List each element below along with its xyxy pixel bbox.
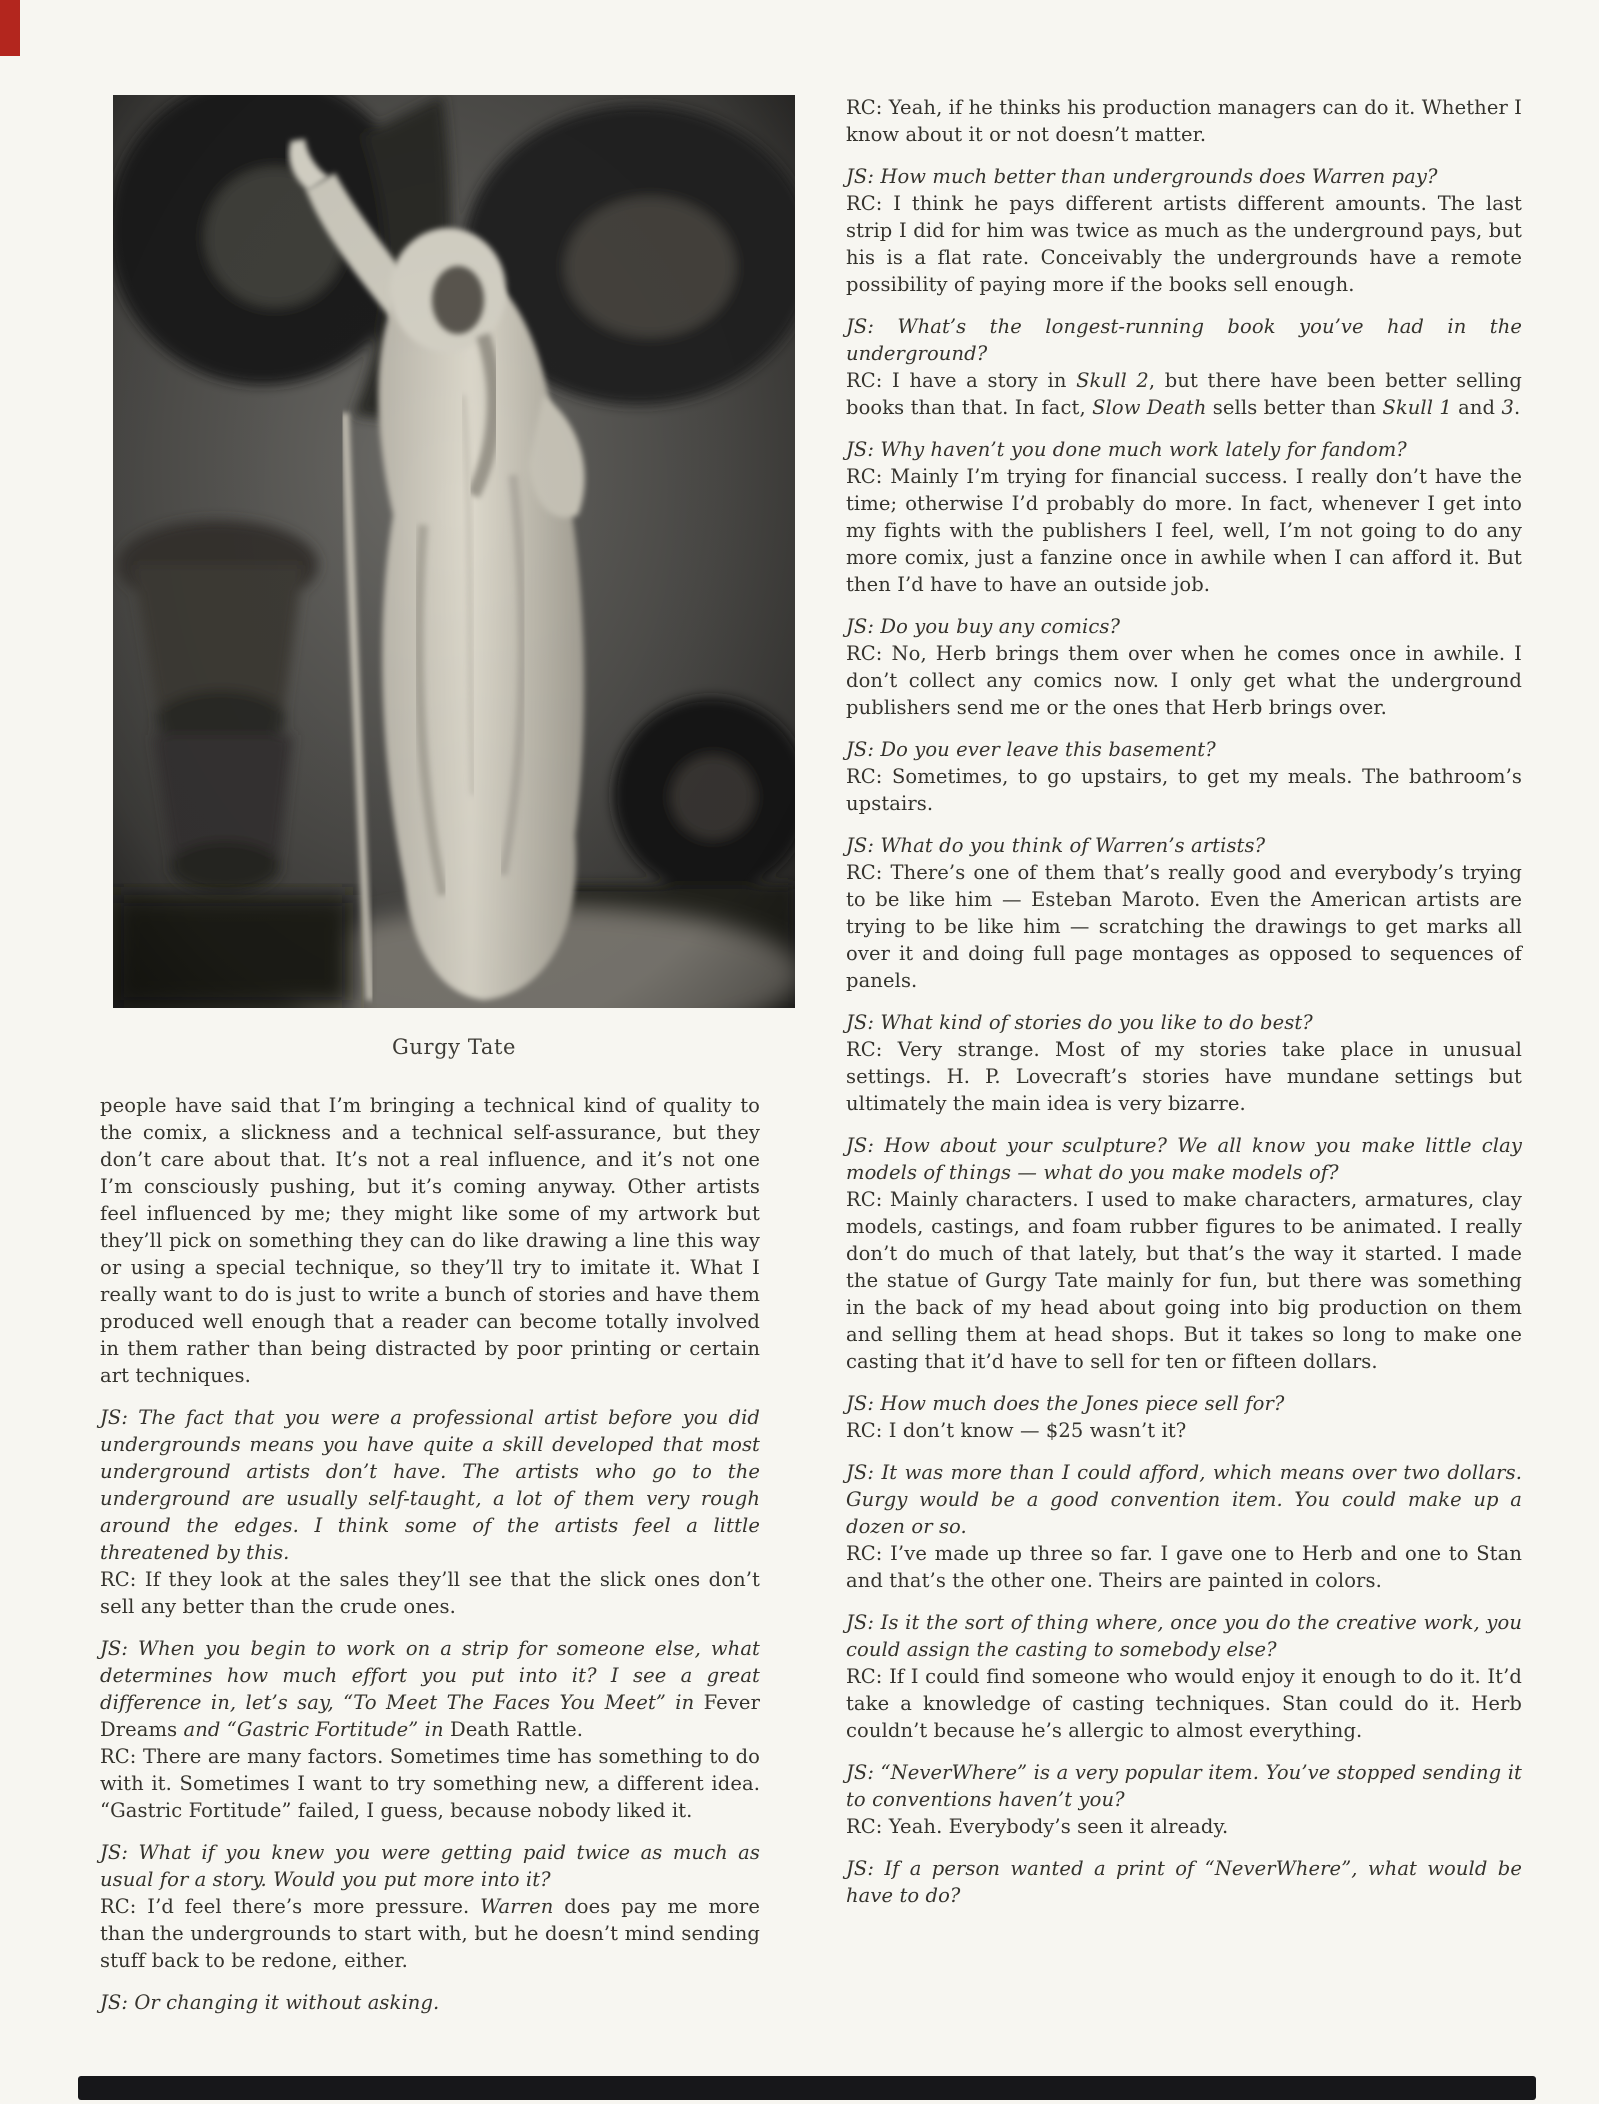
text-run: JS: What if you knew you were getting paid twice as much as usual for a story. Would you put more into it? [100,1841,760,1891]
text-run: JS: “NeverWhere” is a very popular item. You’ve stopped sending it to conventions haven’t you? [846,1761,1522,1811]
text-run: RC: Very strange. Most of my stories take place in unusual settings. H. P. Lovecraft’s stories have mundane settings but ultimately the main idea is very bizarre. [846,1038,1522,1115]
interview-question [100,1404,760,1566]
right-text-column [846,94,1522,1909]
text-run: JS: How much better than undergrounds does Warren pay? [846,165,1438,188]
text-run: JS: If a person wanted a print of “NeverWhere”, what would be have to do? [846,1857,1522,1907]
text-run: JS: The fact that you were a professional artist before you did undergrounds means you have quite a skill developed that most underground artists don’t have. The artists who go to the underground are usually self-taught, a lot of them very rough around the edges. I think some of the artists feel a little threatened by this. [100,1406,760,1564]
interview-answer [100,1743,760,1824]
text-run: RC: Sometimes, to go upstairs, to get my meals. The bathroom’s upstairs. [846,765,1522,815]
text-run: JS: It was more than I could afford, which means over two dollars. Gurgy would be a good convention item. You could make up a dozen or so. [846,1461,1522,1538]
interview-answer [846,367,1522,421]
interview-question [846,832,1522,859]
text-run: Skull 2 [1076,369,1149,392]
corner-scan-mark [0,0,20,56]
text-run: . [1513,396,1521,419]
interview-question [846,1609,1522,1663]
text-run: Warren [480,1895,554,1918]
text-run: RC: If I could find someone who would enjoy it enough to do it. It’d take a knowledge of casting techniques. Stan could do it. Herb couldn’t because he’s allergic to almost everything. [846,1665,1522,1742]
interview-answer [846,859,1522,994]
interview-question [846,1759,1522,1813]
left-text-column [100,1092,760,2016]
text-run: RC: There’s one of them that’s really good and everybody’s trying to be like him — Esteban Maroto. Even the American artists are trying to be like him — scratching the drawings to get marks all over it and doing full page montages as opposed to sequences of panels. [846,861,1522,992]
interview-question [846,313,1522,367]
text-run: RC: If they look at the sales they’ll see that the slick ones don’t sell any better than the crude ones. [100,1568,760,1618]
text-run: JS: What do you think of Warren’s artists? [846,834,1266,857]
sculpture-photo-image [113,95,795,1008]
photo-caption: Gurgy Tate [391,1035,517,1059]
text-run: does pay me more than the undergrounds to start with, but he doesn’t mind sending stuff back to be redone, either. [100,1895,760,1972]
interview-answer [846,763,1522,817]
interview-question [846,613,1522,640]
text-run: JS: What’s the longest-running book you’ve had in the underground? [846,315,1522,365]
photograph [113,95,795,1008]
interview-answer [846,1036,1522,1117]
interview-answer [846,1417,1522,1444]
interview-answer [100,1893,760,1974]
interview-answer [100,1092,760,1389]
interview-question [846,1009,1522,1036]
interview-question [100,1635,760,1743]
interview-answer [846,640,1522,721]
text-run: and [1451,396,1502,419]
text-run: people have said that I’m bringing a technical kind of quality to the comix, a slickness and a technical self-assurance, but they don’t care about that. It’s not a real influence, and it’s not one I’m consciously pushing, but it’s coming anyway. Other artists feel influenced by me; they might like some of my artwork but they’ll pick on something they can do like drawing a line this way or using a special technique, so they’ll try to imitate it. What I really want to do is just to write a bunch of stories and have them produced well enough that a reader can become totally involved in them rather than being distracted by poor printing or certain art techniques. [100,1094,760,1387]
text-run: RC: No, Herb brings them over when he comes once in awhile. I don’t collect any comics now. I only get what the underground publishers send me or the ones that Herb brings over. [846,642,1522,719]
text-run: and “Gastric Fortitude” in [177,1718,450,1741]
text-run: JS: When you begin to work on a strip for someone else, what determines how much effort you put into it? I see a great difference in, let’s say, “To Meet The Faces You Meet” in [100,1637,760,1714]
text-run: sells better than [1206,396,1383,419]
interview-question [846,436,1522,463]
text-run: RC: I’d feel there’s more pressure. [100,1895,481,1918]
text-run: JS: Do you buy any comics? [846,615,1121,638]
interview-answer [846,1540,1522,1594]
text-run: 3 [1501,396,1514,419]
bottom-scan-bar [78,2076,1536,2100]
interview-question [100,1839,760,1893]
interview-question [846,1132,1522,1186]
interview-question [846,163,1522,190]
interview-answer [846,1186,1522,1375]
text-run: JS: How much does the Jones piece sell for? [846,1392,1285,1415]
interview-question [846,736,1522,763]
text-run: Slow Death [1092,396,1207,419]
interview-answer [846,190,1522,298]
text-run: JS: Or changing it without asking. [100,1991,440,2014]
interview-question [846,1459,1522,1540]
text-run: RC: There are many factors. Sometimes time has something to do with it. Sometimes I want to try something new, a different idea. “Gastric Fortitude” failed, I guess, because nobody liked it. [100,1745,760,1822]
text-run: Fever Dreams [100,1691,760,1741]
interview-answer [846,463,1522,598]
interview-answer [846,1663,1522,1744]
text-run: , but there have been better selling books than that. In fact, [846,369,1522,419]
interview-question [846,1390,1522,1417]
text-run: Death Rattle. [449,1718,584,1741]
text-run: JS: Why haven’t you done much work lately for fandom? [846,438,1407,461]
text-run: RC: Yeah. Everybody’s seen it already. [846,1815,1229,1838]
text-run: JS: What kind of stories do you like to do best? [846,1011,1313,1034]
text-run: RC: Mainly characters. I used to make characters, armatures, clay models, castings, and foam rubber figures to be animated. I really don’t do much of that lately, but that’s the way it started. I made the statue of Gurgy Tate mainly for fun, but there was something in the back of my head about going into big production on them and selling them at head shops. But it takes so long to make one casting that it’d have to sell for ten or fifteen dollars. [846,1188,1522,1373]
text-run: JS: Do you ever leave this basement? [846,738,1216,761]
text-run: RC: I have a story in [846,369,1077,392]
interview-answer [100,1566,760,1620]
interview-answer [846,94,1522,148]
text-run: Skull 1 [1382,396,1452,419]
text-run: RC: I think he pays different artists different amounts. The last strip I did for him was twice as much as the underground pays, but his is a flat rate. Conceivably the undergrounds have a remote possibility of paying more if the books sell enough. [846,192,1522,296]
interview-answer [846,1813,1522,1840]
interview-question [100,1989,760,2016]
text-run: RC: Mainly I’m trying for financial success. I really don’t have the time; otherwise I’d probably do more. In fact, whenever I get into my fights with the publishers I feel, well, I’m not going to do any more comix, just a fanzine once in awhile when I can afford it. But then I’d have to have an outside job. [846,465,1522,596]
text-run: JS: How about your sculpture? We all know you make little clay models of things — what do you make models of? [846,1134,1522,1184]
text-run: RC: Yeah, if he thinks his production managers can do it. Whether I know about it or not doesn’t matter. [846,96,1522,146]
interview-question [846,1855,1522,1909]
text-run: JS: Is it the sort of thing where, once you do the creative work, you could assign the casting to somebody else? [846,1611,1522,1661]
text-run: RC: I don’t know — $25 wasn’t it? [846,1419,1187,1442]
text-run: RC: I’ve made up three so far. I gave one to Herb and one to Stan and that’s the other one. Theirs are painted in colors. [846,1542,1522,1592]
